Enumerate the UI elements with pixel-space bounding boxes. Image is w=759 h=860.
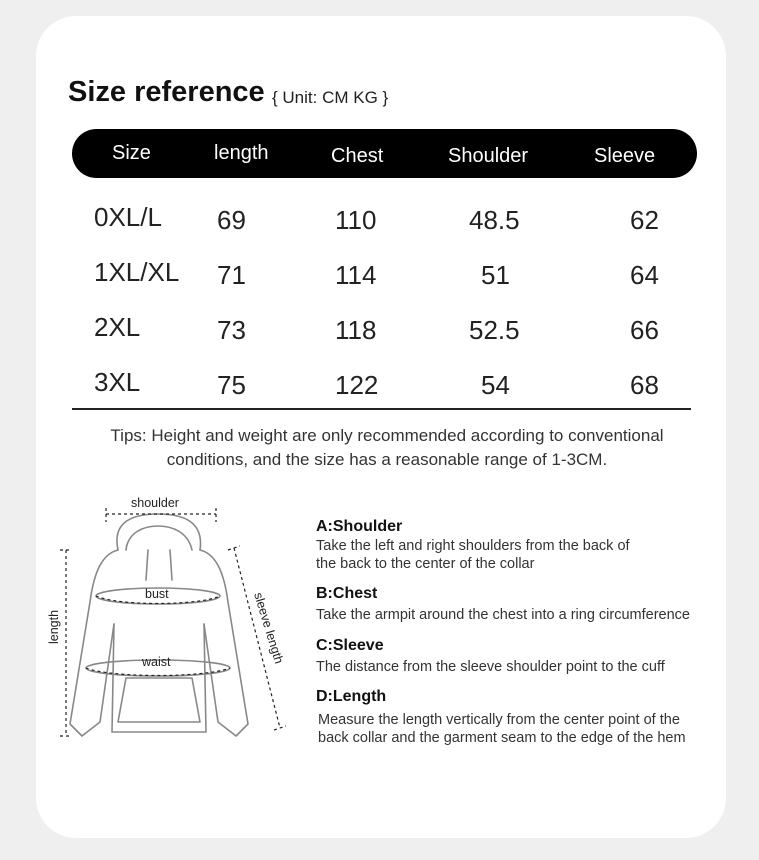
cell-sleeve: 62 xyxy=(630,205,659,235)
cell-chest: 114 xyxy=(335,260,377,290)
hoodie-measurement-diagram xyxy=(28,492,303,754)
cell-size: 2XL xyxy=(94,312,141,342)
measurement-desc: back collar and the garment seam to the edge of the hem xyxy=(318,730,686,746)
cell-size: 3XL xyxy=(94,367,141,397)
cell-length: 71 xyxy=(217,260,246,290)
measurement-title: B:Chest xyxy=(316,585,378,602)
table-bottom-rule xyxy=(72,408,691,410)
measurement-title: A:Shoulder xyxy=(316,518,403,535)
cell-size: 0XL/L xyxy=(94,202,162,232)
cell-shoulder: 51 xyxy=(481,260,510,290)
cell-length: 75 xyxy=(217,370,246,400)
length-label: length xyxy=(47,609,61,644)
cell-shoulder: 48.5 xyxy=(469,205,520,235)
col-header-shoulder: Shoulder xyxy=(448,145,529,167)
cell-shoulder: 52.5 xyxy=(469,315,520,345)
table-header xyxy=(72,129,697,178)
col-header-chest: Chest xyxy=(331,145,384,167)
tips-line: Tips: Height and weight are only recommended according to conventional xyxy=(110,426,664,445)
measurement-desc: the back to the center of the collar xyxy=(316,556,535,572)
measurement-desc: The distance from the sleeve shoulder point to the cuff xyxy=(316,659,665,675)
tips-text xyxy=(60,424,714,472)
cell-sleeve: 66 xyxy=(630,315,659,345)
tips-line: conditions, and the size has a reasonable range of 1-3CM. xyxy=(166,450,608,469)
cell-sleeve: 64 xyxy=(630,260,659,290)
unit-label: { Unit: CM KG } xyxy=(272,88,389,107)
cell-chest: 122 xyxy=(335,370,379,400)
hoodie-icon xyxy=(28,492,303,754)
measurement-desc: Measure the length vertically from the center point of the xyxy=(318,712,680,728)
measurement-title: C:Sleeve xyxy=(316,637,384,654)
waist-label: waist xyxy=(142,655,171,669)
col-header-sleeve: Sleeve xyxy=(594,145,656,167)
shoulder-label: shoulder xyxy=(131,496,179,510)
cell-chest: 118 xyxy=(335,315,377,345)
measurement-desc: Take the left and right shoulders from the back of xyxy=(316,538,630,554)
cell-length: 73 xyxy=(217,315,246,345)
sleeve-length-label: sleeve length xyxy=(251,590,287,666)
cell-sleeve: 68 xyxy=(630,370,659,400)
page-title: Size reference xyxy=(68,76,265,108)
measurement-desc: Take the armpit around the chest into a ring circumference xyxy=(316,607,690,623)
bust-label: bust xyxy=(145,587,169,601)
cell-chest: 110 xyxy=(335,205,377,235)
measurement-title: D:Length xyxy=(316,688,387,705)
col-header-length: length xyxy=(214,142,269,164)
col-header-size: Size xyxy=(112,142,151,164)
cell-size: 1XL/XL xyxy=(94,257,180,287)
cell-length: 69 xyxy=(217,205,246,235)
cell-shoulder: 54 xyxy=(481,370,510,400)
